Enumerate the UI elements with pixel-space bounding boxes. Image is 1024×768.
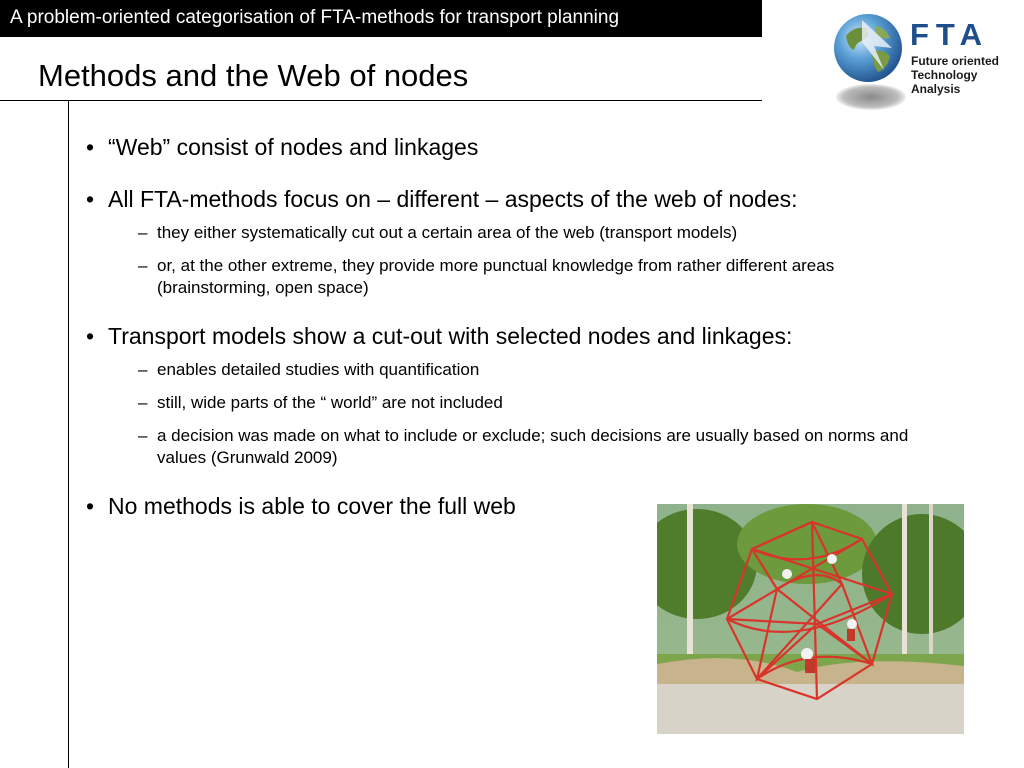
bullet-text: No methods is able to cover the full web <box>108 493 516 519</box>
bullet-text: All FTA-methods focus on – different – aspects of the web of nodes: <box>108 186 798 212</box>
bullet-marker: • <box>86 134 95 160</box>
logo-subtitle-line: Technology <box>911 68 978 82</box>
logo-subtitle <box>911 54 999 96</box>
sub-text: they either systematically cut out a certain area of the web (transport models) <box>157 223 738 242</box>
sub-marker: – <box>138 223 148 242</box>
globe-icon <box>832 12 904 84</box>
bullet-marker: • <box>86 186 95 212</box>
sub-item <box>86 425 947 469</box>
logo-subtitle-line: Analysis <box>911 82 961 96</box>
header-banner: A problem-oriented categorisation of FTA-methods for transport planning <box>0 0 762 37</box>
logo-wordmark: FTA <box>910 17 989 52</box>
sub-marker: – <box>138 393 148 412</box>
sub-item <box>86 222 986 244</box>
fta-logo <box>828 10 1018 118</box>
bullet-list <box>86 132 986 521</box>
sub-text: a decision was made on what to include or exclude; such decisions are usually based on norms and values (Grunwald 2009) <box>157 426 909 467</box>
bullet-item <box>86 321 986 351</box>
sub-text: enables detailed studies with quantification <box>157 360 480 379</box>
left-margin-rule <box>68 100 69 768</box>
sub-marker: – <box>138 360 148 379</box>
slide-title: Methods and the Web of nodes <box>38 58 469 93</box>
sub-item <box>86 359 986 381</box>
logo-subtitle-line: Future oriented <box>911 54 1000 68</box>
bullet-item <box>86 184 986 214</box>
sub-item <box>86 255 947 299</box>
sub-text: still, wide parts of the “ world” are not included <box>157 393 503 412</box>
bullet-text: “Web” consist of nodes and linkages <box>108 134 479 160</box>
bullet-item <box>86 132 986 162</box>
bullet-text: Transport models show a cut-out with selected nodes and linkages: <box>108 323 793 349</box>
sub-marker: – <box>138 256 148 275</box>
sub-item <box>86 392 986 414</box>
logo-shadow <box>836 84 906 110</box>
climbing-net-photo <box>657 504 964 734</box>
title-divider <box>0 100 762 101</box>
bullet-marker: • <box>86 323 95 349</box>
bullet-marker: • <box>86 493 95 519</box>
sub-text: or, at the other extreme, they provide more punctual knowledge from rather different areas (brainstorming, open space) <box>157 256 835 297</box>
sub-marker: – <box>138 426 148 445</box>
